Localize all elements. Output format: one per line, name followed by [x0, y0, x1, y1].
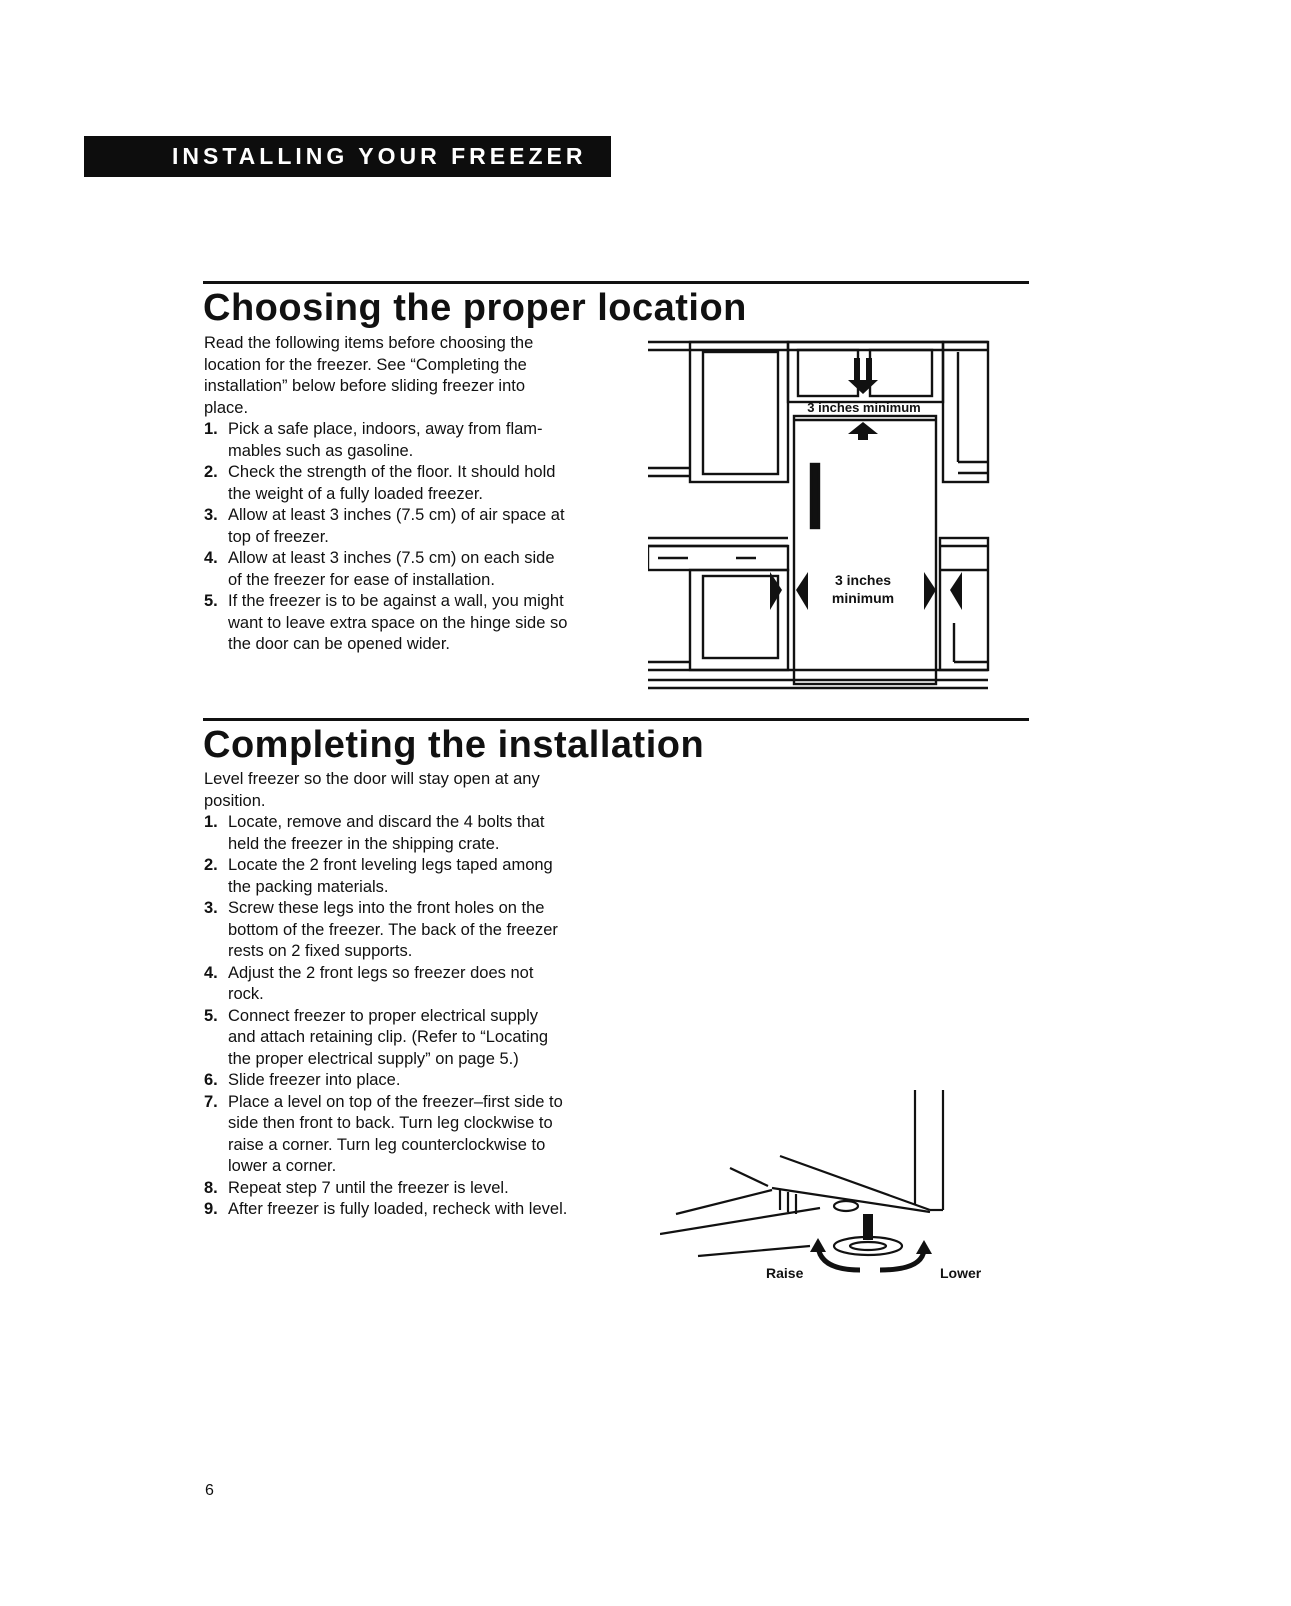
- step-item: [204, 505, 604, 548]
- section-banner: INSTALLING YOUR FREEZER: [84, 136, 611, 177]
- step-text-line: Place a level on top of the freezer–first side to: [228, 1092, 563, 1111]
- step-text-line: Slide freezer into place.: [228, 1071, 401, 1089]
- step-item: [204, 855, 604, 898]
- step-number: 5.: [204, 592, 218, 610]
- step-text-line: the packing materials.: [228, 877, 389, 896]
- step-item: [204, 1006, 604, 1071]
- step-text-line: Screw these legs into the front holes on the: [228, 899, 545, 917]
- location-intro: [204, 333, 604, 419]
- section-title-location: Choosing the proper location: [203, 287, 747, 329]
- step-text-line: Connect freezer to proper electrical supply: [228, 1006, 538, 1025]
- step-text-line: bottom of the freezer. The back of the freezer: [228, 920, 558, 939]
- step-text-line: the proper electrical supply” on page 5.): [228, 1049, 519, 1068]
- step-number: 6.: [204, 1071, 218, 1089]
- step-number: 9.: [204, 1200, 218, 1218]
- step-text-line: want to leave extra space on the hinge side so: [228, 613, 568, 632]
- step-text-line: Locate, remove and discard the 4 bolts that: [228, 813, 545, 831]
- step-number: 7.: [204, 1092, 218, 1111]
- step-text-line: raise a corner. Turn leg counterclockwise to: [228, 1135, 546, 1154]
- lower-label: Lower: [940, 1265, 982, 1281]
- step-number: 1.: [204, 813, 218, 831]
- step-text-line: rests on 2 fixed supports.: [228, 942, 413, 960]
- step-text-line: the door can be opened wider.: [228, 635, 451, 653]
- step-text-line: the weight of a fully loaded freezer.: [228, 484, 483, 503]
- step-text-line: mables such as gasoline.: [228, 441, 414, 460]
- step-text-line: of the freezer for ease of installation.: [228, 570, 495, 589]
- step-item: [204, 963, 604, 1006]
- step-item: [204, 812, 604, 855]
- page-number: 6: [205, 1482, 214, 1499]
- installation-steps-list: [204, 812, 604, 1221]
- step-number: 3.: [204, 899, 218, 917]
- step-text-line: and attach retaining clip. (Refer to “Locating: [228, 1028, 549, 1046]
- step-item: [204, 548, 604, 591]
- step-text-line: held the freezer in the shipping crate.: [228, 834, 500, 853]
- step-text-line: rock.: [228, 985, 264, 1003]
- location-clearance-figure: [648, 328, 993, 696]
- raise-label: Raise: [766, 1265, 804, 1281]
- step-item: [204, 1092, 604, 1178]
- step-item: [204, 462, 604, 505]
- step-text-line: side then front to back. Turn leg clockwise to: [228, 1114, 553, 1132]
- step-number: 2.: [204, 856, 218, 874]
- step-item: [204, 1199, 604, 1221]
- step-text-line: Adjust the 2 front legs so freezer does not: [228, 963, 534, 982]
- top-clearance-label: 3 inches minimum: [807, 400, 921, 415]
- section-rule: [203, 281, 1029, 284]
- step-text-line: Repeat step 7 until the freezer is level.: [228, 1178, 509, 1197]
- intro-line: Read the following items before choosing the: [204, 334, 534, 352]
- step-number: 5.: [204, 1006, 218, 1025]
- intro-line: installation” below before sliding freezer into: [204, 377, 526, 395]
- step-number: 2.: [204, 463, 218, 481]
- step-text-line: After freezer is fully loaded, recheck with level.: [228, 1200, 568, 1218]
- location-steps-list: [204, 419, 604, 656]
- intro-line: position.: [204, 791, 266, 810]
- step-item: [204, 1178, 604, 1200]
- step-item: [204, 1070, 604, 1092]
- step-item: [204, 898, 604, 963]
- step-text-line: If the freezer is to be against a wall, you might: [228, 592, 564, 610]
- installation-intro: [204, 769, 604, 812]
- intro-line: location for the freezer. See “Completing the: [204, 355, 527, 374]
- step-number: 1.: [204, 420, 218, 438]
- step-text-line: lower a corner.: [228, 1157, 337, 1175]
- step-item: [204, 591, 604, 656]
- step-number: 4.: [204, 549, 218, 567]
- side-clearance-label-line1: 3 inches: [834, 572, 892, 588]
- step-text-line: Allow at least 3 inches (7.5 cm) of air space at: [228, 506, 565, 524]
- step-number: 4.: [204, 963, 218, 982]
- section-rule: [203, 718, 1029, 721]
- step-number: 8.: [204, 1178, 218, 1197]
- intro-line: place.: [204, 398, 249, 417]
- step-item: [204, 419, 604, 462]
- side-clearance-label-line2: minimum: [831, 590, 895, 606]
- leveling-leg-figure: [660, 1086, 995, 1286]
- step-text-line: Check the strength of the floor. It should hold: [228, 463, 556, 481]
- step-text-line: top of freezer.: [228, 527, 329, 546]
- step-number: 3.: [204, 506, 218, 524]
- step-text-line: Locate the 2 front leveling legs taped among: [228, 856, 553, 874]
- section-title-installation: Completing the installation: [203, 724, 705, 766]
- step-text-line: Allow at least 3 inches (7.5 cm) on each side: [228, 549, 555, 567]
- step-text-line: Pick a safe place, indoors, away from flam-: [228, 420, 543, 438]
- intro-line: Level freezer so the door will stay open at any: [204, 770, 540, 788]
